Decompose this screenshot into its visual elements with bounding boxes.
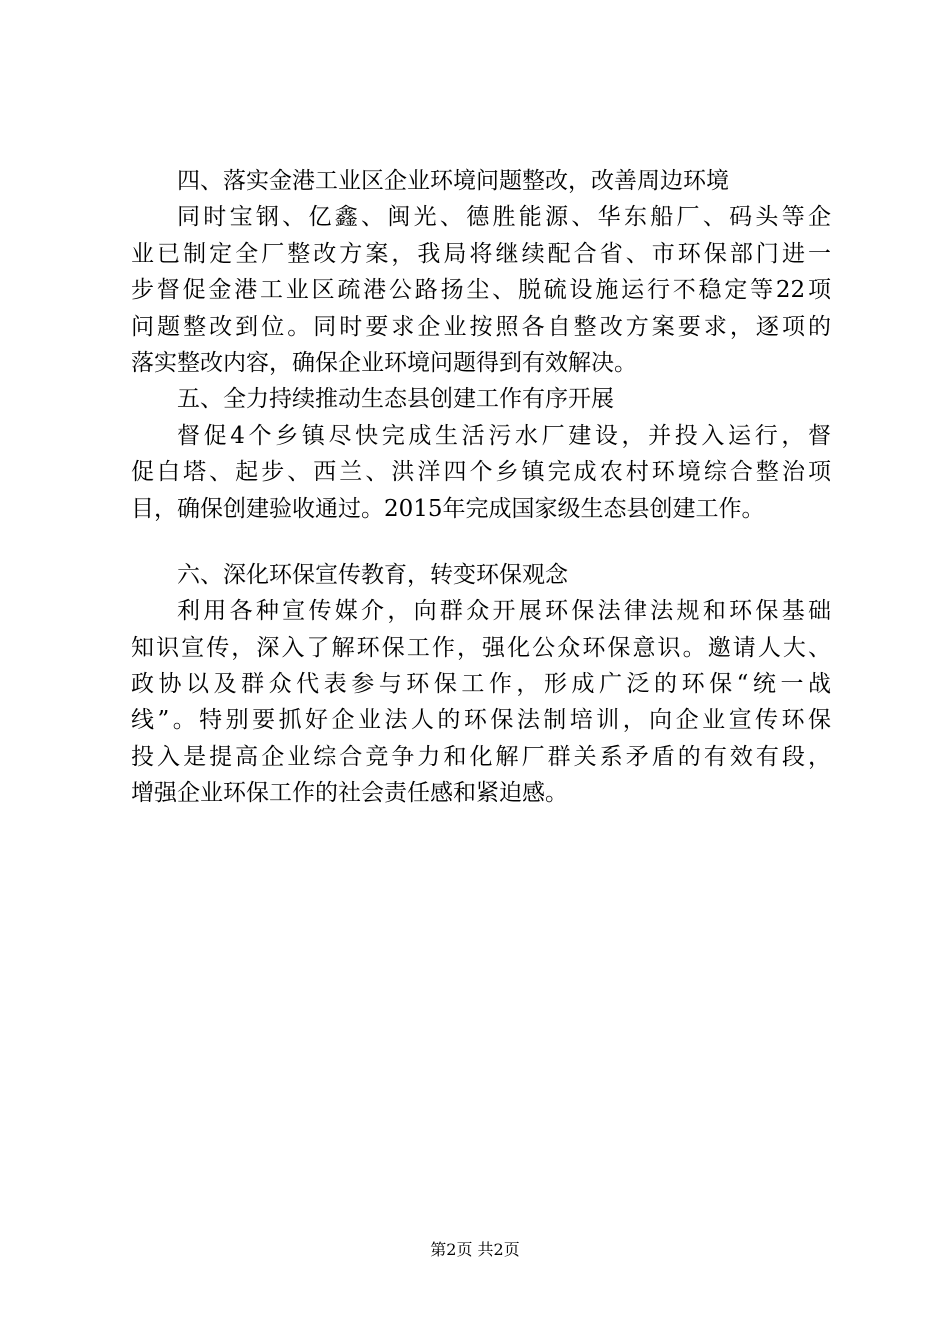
paragraph-line: 业已制定全厂整改方案，我局将继续配合省、市环保部门进一 — [131, 240, 831, 267]
paragraph-line: 步督促金港工业区疏港公路扬尘、脱硫设施运行不稳定等22项 — [131, 277, 831, 304]
paragraph-line: 增强企业环保工作的社会责任感和紧迫感。 — [131, 780, 568, 807]
section-heading: 五、全力持续推动生态县创建工作有序开展 — [177, 386, 614, 413]
section-heading: 四、落实金港工业区企业环境问题整改，改善周边环境 — [177, 168, 729, 194]
paragraph-line: 投入是提高企业综合竞争力和化解厂群关系矛盾的有效有段， — [131, 743, 831, 770]
paragraph-line: 促白塔、起步、西兰、洪洋四个乡镇完成农村环境综合整治项 — [131, 459, 831, 486]
paragraph-line: 知识宣传，深入了解环保工作，强化公众环保意识。邀请人大、 — [131, 634, 831, 661]
paragraph-line: 政协以及群众代表参与环保工作，形成广泛的环保“统一战 — [131, 671, 831, 698]
paragraph-line: 目，确保创建验收通过。2015年完成国家级生态县创建工作。 — [131, 495, 765, 522]
paragraph-line: 利用各种宣传媒介，向群众开展环保法律法规和环保基础 — [177, 598, 831, 625]
section-5 — [131, 381, 831, 527]
section-4 — [131, 163, 831, 381]
paragraph-spacer — [131, 527, 831, 557]
page-number-footer: 第2页 共2页 — [430, 1240, 520, 1259]
document-body — [131, 163, 831, 812]
section-heading: 六、深化环保宣传教育，转变环保观念 — [177, 561, 568, 588]
paragraph-line: 落实整改内容，确保企业环境问题得到有效解决。 — [131, 349, 637, 376]
paragraph-line: 线”。特别要抓好企业法人的环保法制培训，向企业宣传环保 — [131, 707, 831, 734]
paragraph-line: 问题整改到位。同时要求企业按照各自整改方案要求，逐项的 — [131, 313, 831, 340]
paragraph-line: 督促4个乡镇尽快完成生活污水厂建设，并投入运行，督 — [177, 422, 831, 449]
paragraph-line: 同时宝钢、亿鑫、闽光、德胜能源、华东船厂、码头等企 — [177, 204, 831, 231]
section-6 — [131, 557, 831, 812]
